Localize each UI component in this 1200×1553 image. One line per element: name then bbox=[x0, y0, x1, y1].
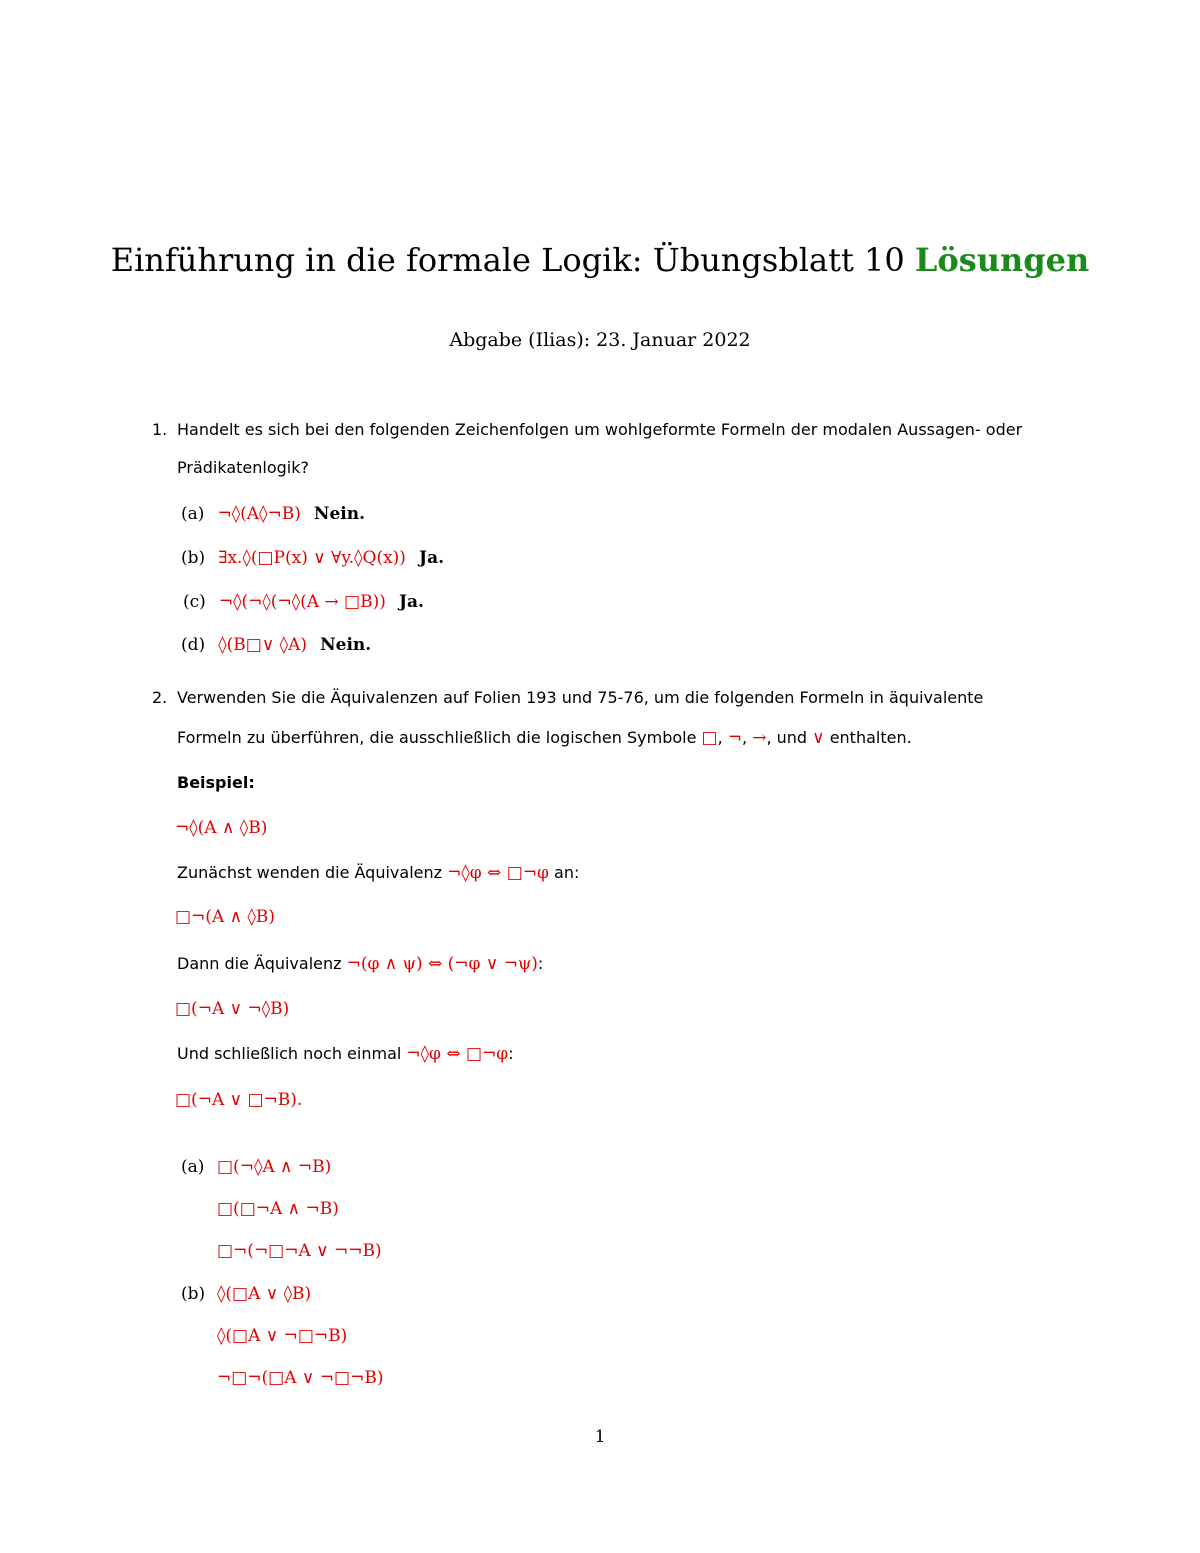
symbol-negation: ¬ bbox=[727, 728, 743, 748]
exercise-a-label: (a) bbox=[181, 1157, 205, 1177]
example-step-4 bbox=[177, 952, 543, 976]
question-1-item-c bbox=[183, 590, 424, 614]
exercise-a-line-3: □¬(¬□¬A ∨ ¬¬B) bbox=[217, 1241, 382, 1261]
exercise-b-line-2: ◊(□A ∨ ¬□¬B) bbox=[217, 1326, 348, 1346]
item-answer: Nein. bbox=[313, 504, 366, 524]
exercise-a-line-2: □(□¬A ∧ ¬B) bbox=[217, 1199, 339, 1219]
title-text: Einführung in die formale Logik: Übungsblatt 10 bbox=[110, 241, 905, 279]
symbol-arrow: → bbox=[752, 728, 767, 748]
question-2-text-line-2: Formeln zu überführen, die ausschließlich die logischen Symbole □, ¬, →, und ∨ enthalten. bbox=[177, 728, 912, 748]
example-step-6 bbox=[177, 1042, 514, 1066]
question-1-text-line-2: Prädikatenlogik? bbox=[177, 458, 309, 477]
symbol-box: □ bbox=[701, 728, 718, 748]
exercise-b-line-1: ◊(□A ∨ ◊B) bbox=[217, 1284, 312, 1304]
item-answer: Ja. bbox=[419, 548, 445, 568]
question-1-text-line-1: Handelt es sich bei den folgenden Zeichenfolgen um wohlgeformte Formeln der modalen Aussagen- oder bbox=[177, 420, 1023, 439]
question-2-number: 2. bbox=[152, 688, 168, 707]
symbol-or: ∨ bbox=[812, 728, 825, 748]
example-step-2 bbox=[177, 861, 579, 885]
step-formula: ¬◊φ ⇔ □¬φ bbox=[447, 863, 549, 883]
example-heading: Beispiel: bbox=[177, 773, 255, 792]
step-formula: ¬◊φ ⇔ □¬φ bbox=[406, 1044, 509, 1064]
item-label: (c) bbox=[183, 592, 206, 612]
question-1-item-a bbox=[181, 502, 365, 526]
step-text: Dann die Äquivalenz bbox=[177, 954, 342, 973]
document-title bbox=[0, 240, 1200, 280]
example-step-5: □(¬A ∨ ¬◊B) bbox=[175, 999, 290, 1019]
step-text: Zunächst wenden die Äquivalenz bbox=[177, 863, 443, 882]
line-2-and: und bbox=[776, 728, 808, 747]
submission-date: Abgabe (Ilias): 23. Januar 2022 bbox=[449, 329, 751, 351]
item-label: (d) bbox=[181, 635, 206, 655]
item-formula: ◊(B□∨ ◊A) bbox=[218, 635, 307, 655]
item-label: (b) bbox=[181, 548, 206, 568]
exercise-a-line-1: □(¬◊A ∧ ¬B) bbox=[217, 1157, 332, 1177]
item-formula: ¬◊(A◊¬B) bbox=[217, 504, 301, 524]
question-1-item-d bbox=[181, 633, 371, 657]
step-text-end: : bbox=[508, 1044, 514, 1063]
line-2-intro: Formeln zu überführen, die ausschließlich die logischen Symbole bbox=[177, 728, 697, 747]
question-2-text-line-1: Verwenden Sie die Äquivalenzen auf Folien 193 und 75-76, um die folgenden Formeln in äquivalente bbox=[177, 688, 984, 707]
item-formula: ∃x.◊(□P(x) ∨ ∀y.◊Q(x)) bbox=[218, 548, 406, 568]
item-formula: ¬◊(¬◊(¬◊(A → □B)) bbox=[218, 592, 386, 612]
item-answer: Ja. bbox=[398, 592, 424, 612]
step-formula: ¬(φ ∧ ψ) ⇔ (¬φ ∨ ¬ψ) bbox=[346, 954, 538, 974]
step-text-end: an: bbox=[554, 863, 580, 882]
item-answer: Nein. bbox=[320, 635, 372, 655]
example-step-1: ¬◊(A ∧ ◊B) bbox=[175, 818, 268, 838]
line-2-end: enthalten. bbox=[829, 728, 912, 747]
question-1-number: 1. bbox=[152, 420, 168, 439]
example-step-3: □¬(A ∧ ◊B) bbox=[175, 907, 275, 927]
page-number: 1 bbox=[594, 1427, 606, 1447]
exercise-b-label: (b) bbox=[181, 1284, 206, 1304]
example-step-7: □(¬A ∨ □¬B). bbox=[175, 1090, 303, 1110]
exercise-b-line-3: ¬□¬(□A ∨ ¬□¬B) bbox=[217, 1368, 384, 1388]
item-label: (a) bbox=[181, 504, 205, 524]
question-1-item-b bbox=[181, 546, 444, 570]
title-highlight: Lösungen bbox=[914, 241, 1090, 279]
step-text: Und schließlich noch einmal bbox=[177, 1044, 402, 1063]
step-text-end: : bbox=[537, 954, 544, 973]
